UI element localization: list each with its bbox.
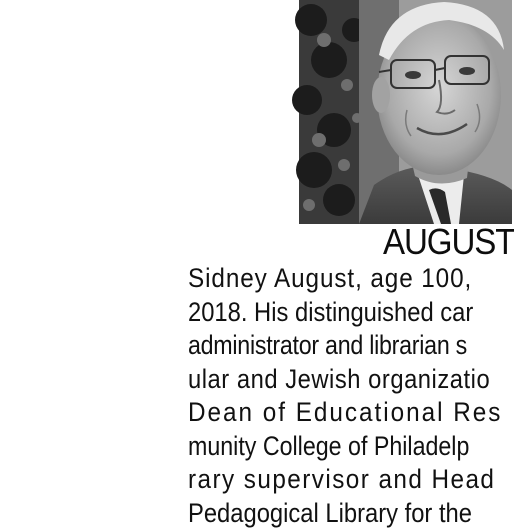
surname-heading: AUGUST [383, 222, 514, 262]
obituary-line: Pedagogical Library for the [188, 497, 473, 530]
portrait-image [299, 0, 512, 224]
obituary-line: Sidney August, age 100, [188, 262, 480, 296]
obituary-line: rary supervisor and Head [188, 463, 480, 497]
portrait-photo [299, 0, 512, 224]
obituary-text [188, 262, 512, 530]
obituary-line: administrator and librarian s [188, 329, 467, 363]
obituary-line: ular and Jewish organizatio [188, 363, 473, 397]
obituary-line: munity College of Philadelp [188, 430, 467, 464]
obituary-line: 2018. His distinguished car [188, 296, 473, 330]
obituary-line: Dean of Educational Res [188, 396, 480, 430]
